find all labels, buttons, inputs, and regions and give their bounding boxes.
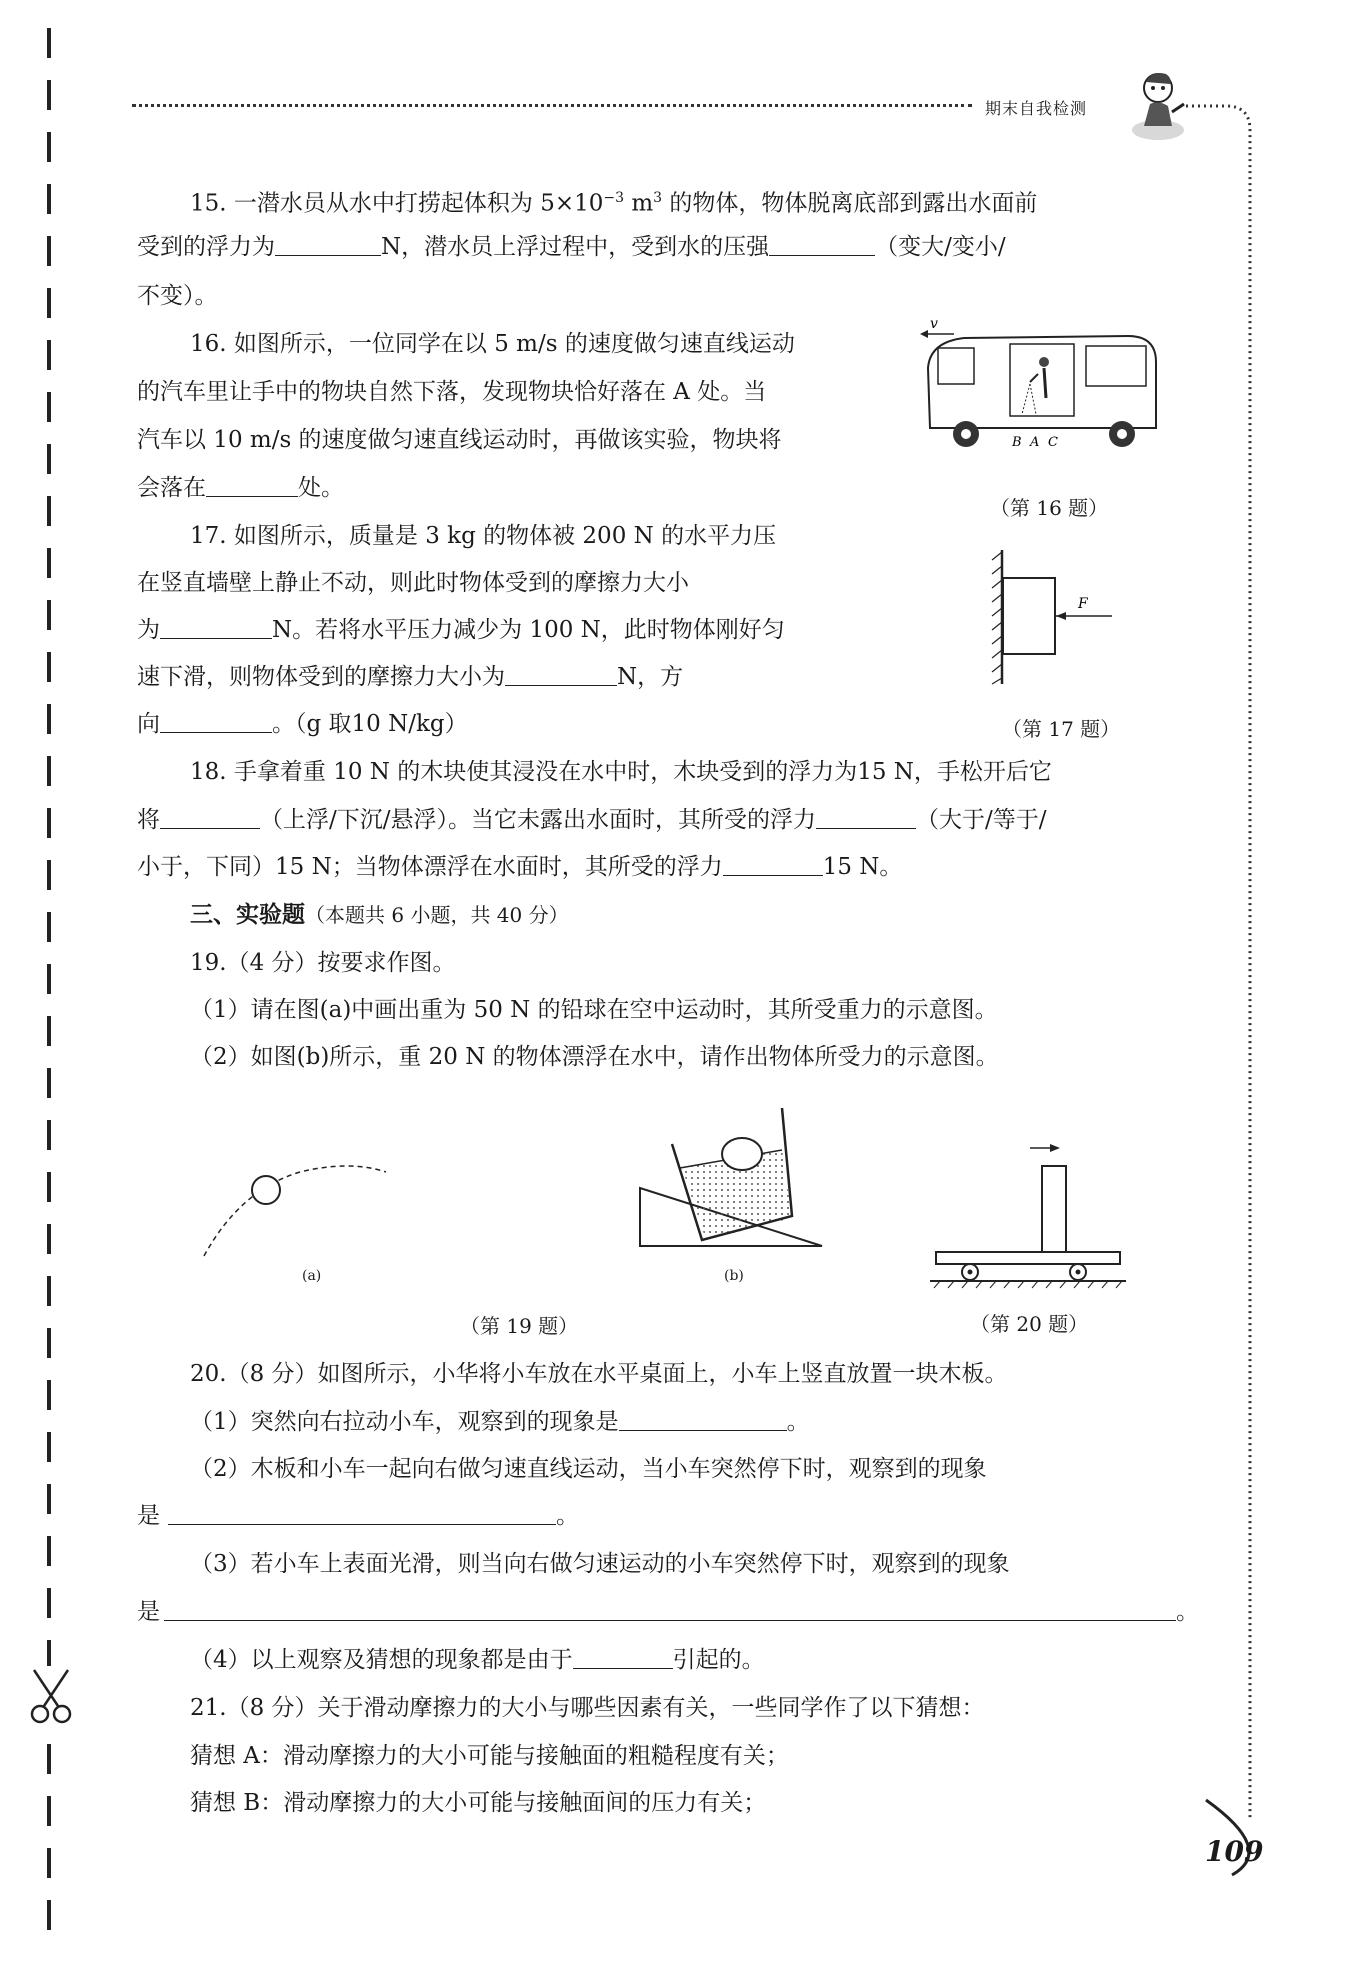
q20-line6: 是 。: [137, 1599, 1199, 1625]
q17-blank2[interactable]: [505, 665, 617, 686]
q20-blank3[interactable]: [164, 1600, 1176, 1621]
page-number: 109: [1205, 1835, 1264, 1868]
q21-line1: 21.（8 分）关于滑动摩擦力的大小与哪些因素有关，一些同学作了以下猜想：: [190, 1695, 985, 1721]
q17-caption: （第 17 题）: [1002, 717, 1121, 741]
q15-line1: 15. 一潜水员从水中打捞起体积为 $5\times 10^{-3}$ $m^3$ 的物体，物体脱离底部到露出水面前: [190, 190, 1038, 217]
force-f-label: F: [1078, 596, 1088, 612]
q20-blank4[interactable]: [573, 1648, 673, 1669]
fig19a-label: (a): [302, 1268, 322, 1284]
q20-line1: 20.（8 分）如图所示，小华将小车放在水平桌面上，小车上竖直放置一块木板。: [190, 1361, 1008, 1387]
q17-blank1[interactable]: [160, 618, 272, 639]
q16-line4: 会落在 处。: [137, 475, 344, 501]
q20-line5: （3）若小车上表面光滑，则当向右做匀速运动的小车突然停下时，观察到的现象: [190, 1551, 1010, 1577]
q17-line2: 在竖直墙壁上静止不动，则此时物体受到的摩擦力大小: [137, 570, 689, 596]
q16-blank[interactable]: [206, 476, 298, 497]
van-point-a: A: [1030, 435, 1040, 450]
q15-line2: 受到的浮力为 N，潜水员上浮过程中，受到水的压强 （变大/变小/: [137, 234, 1006, 260]
van-velocity-label: v: [930, 316, 938, 332]
q17-blank3[interactable]: [160, 712, 272, 733]
q20-blank1[interactable]: [619, 1410, 787, 1431]
q17-line5: 向 。（g 取10 N/kg）: [137, 711, 468, 737]
floating-object-figure: [636, 1104, 836, 1254]
q20-line7: （4）以上观察及猜想的现象都是由于 引起的。: [190, 1647, 765, 1673]
q20-line4: 是 。: [137, 1503, 579, 1529]
header-title: 期末自我检测: [985, 99, 1088, 118]
q18-line3: 小于，下同）15 N；当物体漂浮在水面时，其所受的浮力 15 N。: [137, 854, 903, 880]
q19-line1: 19.（4 分）按要求作图。: [190, 950, 456, 976]
q19-line3: （2）如图(b)所示，重 20 N 的物体漂浮在水中，请作出物体所受力的示意图。: [190, 1044, 999, 1070]
q18-line2: 将 （上浮/下沉/悬浮）。当它未露出水面时，其所受的浮力 （大于/等于/: [137, 807, 1047, 833]
q18-blank1[interactable]: [160, 808, 260, 829]
q16-caption: （第 16 题）: [990, 496, 1109, 520]
q20-line2: （1）突然向右拉动小车，观察到的现象是 。: [190, 1409, 810, 1435]
q15-blank1[interactable]: [275, 235, 381, 256]
cart-board-figure: [930, 1142, 1130, 1292]
shotput-trajectory-figure: [200, 1160, 390, 1260]
wall-block-figure: [990, 548, 1120, 688]
van-point-b: B: [1012, 435, 1022, 450]
q20-blank2[interactable]: [168, 1504, 556, 1525]
cut-line: [47, 28, 51, 1938]
q18-line1: 18. 手拿着重 10 N 的木块使其浸没在水中时，木块受到的浮力为15 N，手松开后它: [190, 759, 1052, 785]
header-dotted-rule: [132, 104, 972, 107]
q17-line1: 17. 如图所示，质量是 3 kg 的物体被 200 N 的水平力压: [190, 523, 777, 549]
q15-blank2[interactable]: [769, 235, 875, 256]
q20-line3: （2）木板和小车一起向右做匀速直线运动，当小车突然停下时，观察到的现象: [190, 1456, 987, 1482]
scissors-icon: [26, 1666, 76, 1726]
q19-caption: （第 19 题）: [460, 1314, 579, 1338]
q19-line2: （1）请在图(a)中画出重为 50 N 的铅球在空中运动时，其所受重力的示意图。: [190, 997, 998, 1023]
fig19b-label: (b): [724, 1268, 744, 1284]
q18-blank2[interactable]: [816, 808, 916, 829]
q18-blank3[interactable]: [723, 855, 823, 876]
q21-line3: 猜想 B：滑动摩擦力的大小可能与接触面间的压力有关；: [190, 1790, 767, 1816]
van-point-c: C: [1048, 435, 1058, 450]
q20-caption: （第 20 题）: [970, 1312, 1089, 1336]
section3-heading: 三、实验题（本题共 6 小题，共 40 分）: [190, 901, 569, 928]
q16-line2: 的汽车里让手中的物块自然下落，发现物块恰好落在 A 处。当: [137, 379, 767, 405]
q17-line3: 为 N。若将水平压力减少为 100 N，此时物体刚好匀: [137, 617, 785, 643]
q16-line1: 16. 如图所示，一位同学在以 5 m/s 的速度做匀速直线运动: [190, 331, 795, 357]
q16-line3: 汽车以 10 m/s 的速度做匀速直线运动时，再做该实验，物块将: [137, 427, 782, 453]
q15-line3: 不变）。: [137, 283, 218, 309]
q21-line2: 猜想 A：滑动摩擦力的大小可能与接触面的粗糙程度有关；: [190, 1743, 789, 1769]
q17-line4: 速下滑，则物体受到的摩擦力大小为 N，方: [137, 664, 684, 690]
van-figure: [918, 318, 1168, 448]
